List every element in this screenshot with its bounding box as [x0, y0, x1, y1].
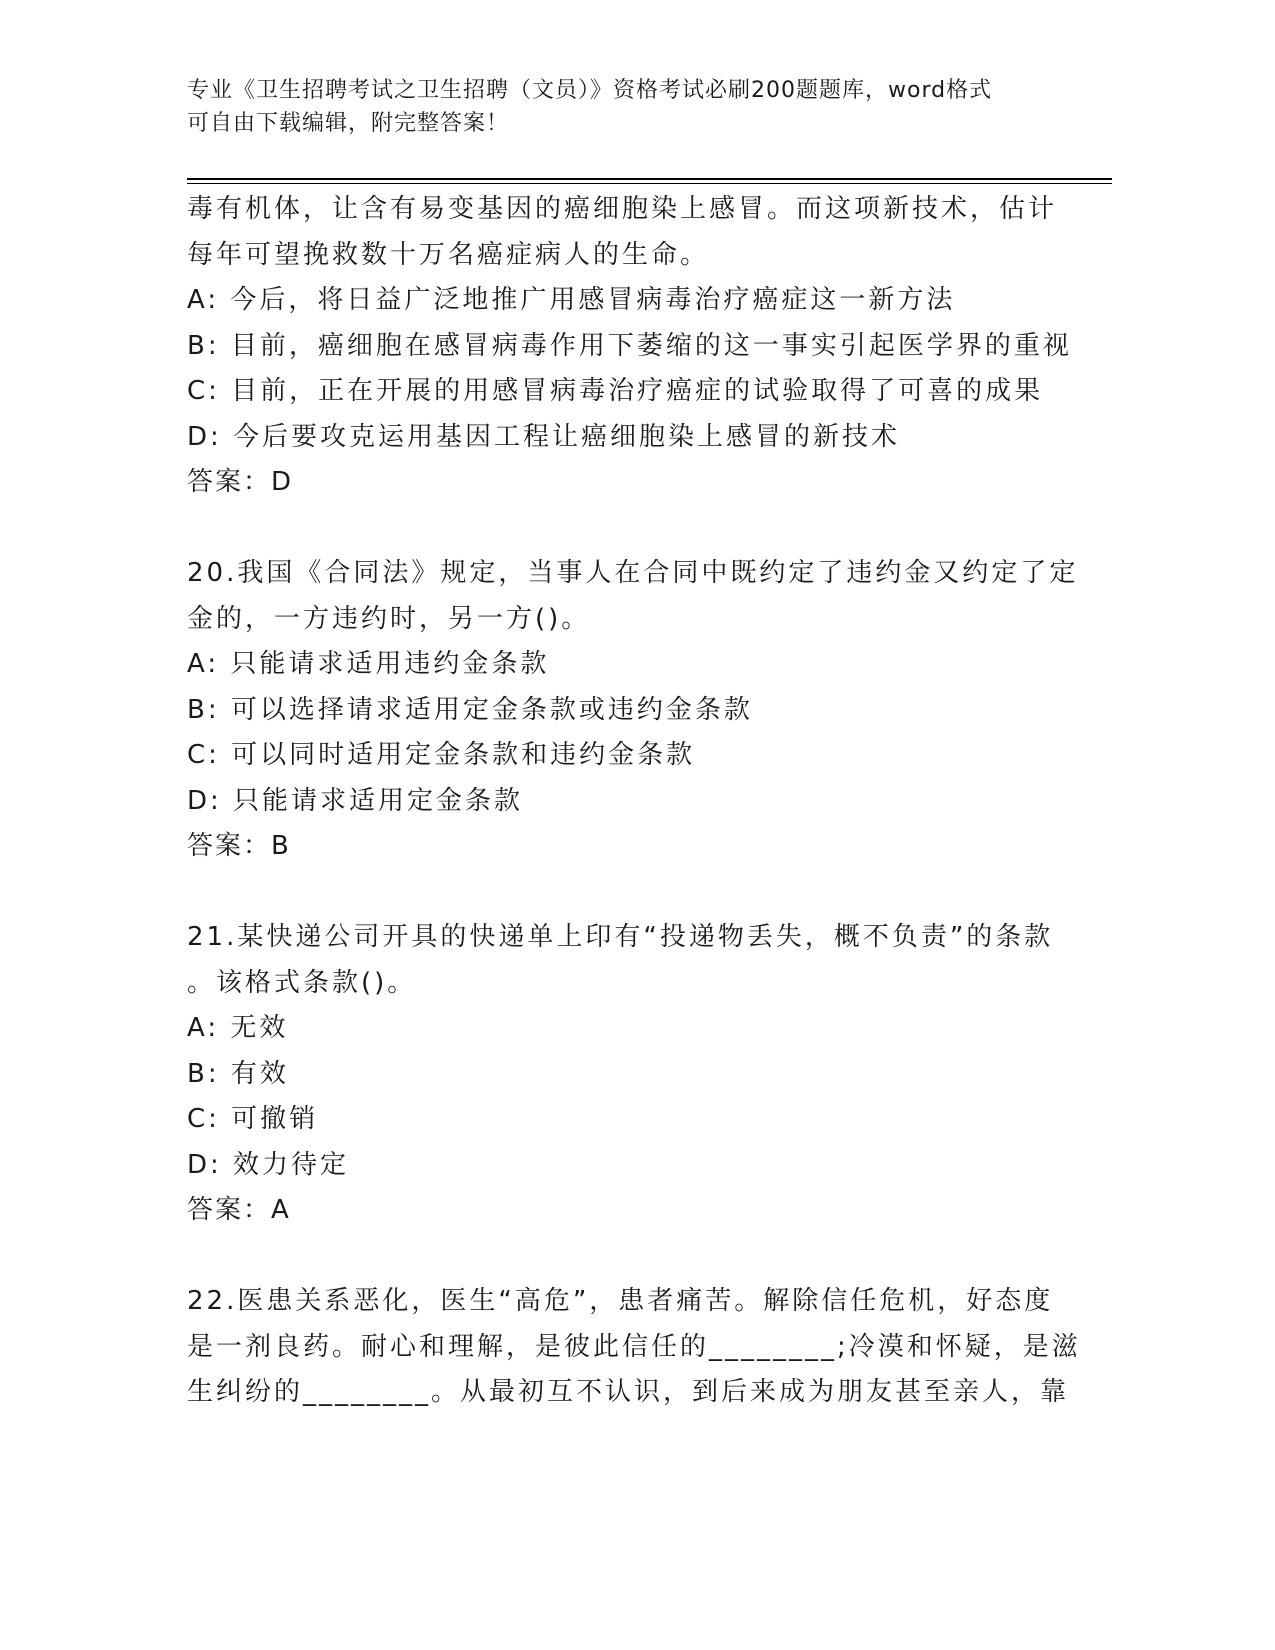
option-d: D: 效力待定 [187, 1149, 350, 1180]
spacer [187, 506, 1077, 552]
question-text-line: 是一剂良药。耐心和理解，是彼此信任的________;冷漠和怀疑，是滋 [187, 1331, 1081, 1362]
question-text-line: 毒有机体，让含有易变基因的癌细胞染上感冒。而这项新技术，估计 [187, 194, 1058, 224]
answer-line: 答案：B [187, 831, 291, 861]
option-c: C: 目前，正在开展的用感冒病毒治疗癌症的试验取得了可喜的成果 [187, 376, 1044, 406]
question-text-line: 。该格式条款()。 [187, 967, 417, 998]
question-text-line: 金的，一方违约时，另一方()。 [187, 603, 591, 634]
question-text-line: 生纠纷的________。从最初互不认识，到后来成为朋友甚至亲人，靠 [187, 1377, 1070, 1407]
header-line-2: 可自由下载编辑，附完整答案！ [187, 111, 510, 136]
question-text-line: 20.我国《合同法》规定，当事人在合同中既约定了违约金又约定了定 [187, 558, 1079, 588]
option-c: C: 可以同时适用定金条款和违约金条款 [187, 740, 696, 770]
question-20 [187, 551, 1077, 870]
question-22 [187, 1279, 1081, 1416]
option-b: B: 可以选择请求适用定金条款或违约金条款 [187, 694, 753, 725]
answer-line: 答案：D [187, 467, 294, 497]
option-b: B: 有效 [187, 1058, 289, 1089]
option-d: D: 只能请求适用定金条款 [187, 785, 524, 816]
option-c: C: 可撤销 [187, 1104, 319, 1134]
spacer [187, 1234, 1077, 1280]
header-rule-thin [187, 183, 1112, 184]
header-line-1: 专业《卫生招聘考试之卫生招聘（文员）》资格考试必刷200题题库，word格式 [187, 78, 993, 103]
option-b: B: 目前，癌细胞在感冒病毒作用下萎缩的这一事实引起医学界的重视 [187, 330, 1072, 361]
document-body [187, 187, 1081, 1416]
spacer [187, 870, 1077, 916]
option-a: A: 只能请求适用违约金条款 [187, 649, 550, 679]
option-a: A: 无效 [187, 1013, 289, 1043]
option-a: A: 今后，将日益广泛地推广用感冒病毒治疗癌症这一新方法 [187, 285, 956, 315]
question-text-line: 每年可望挽救数十万名癌症病人的生命。 [187, 239, 710, 270]
question-21 [187, 915, 1077, 1234]
question-text-line: 22.医患关系恶化，医生“高危”，患者痛苦。解除信任危机，好态度 [187, 1286, 1054, 1316]
question-text-line: 21.某快递公司开具的快递单上印有“投递物丢失，概不负责”的条款 [187, 922, 1054, 952]
header-rule-thick [187, 178, 1112, 180]
question-19-continued [187, 187, 1077, 506]
answer-line: 答案：A [187, 1195, 291, 1225]
document-header [187, 74, 1067, 140]
option-d: D: 今后要攻克运用基因工程让癌细胞染上感冒的新技术 [187, 421, 901, 452]
